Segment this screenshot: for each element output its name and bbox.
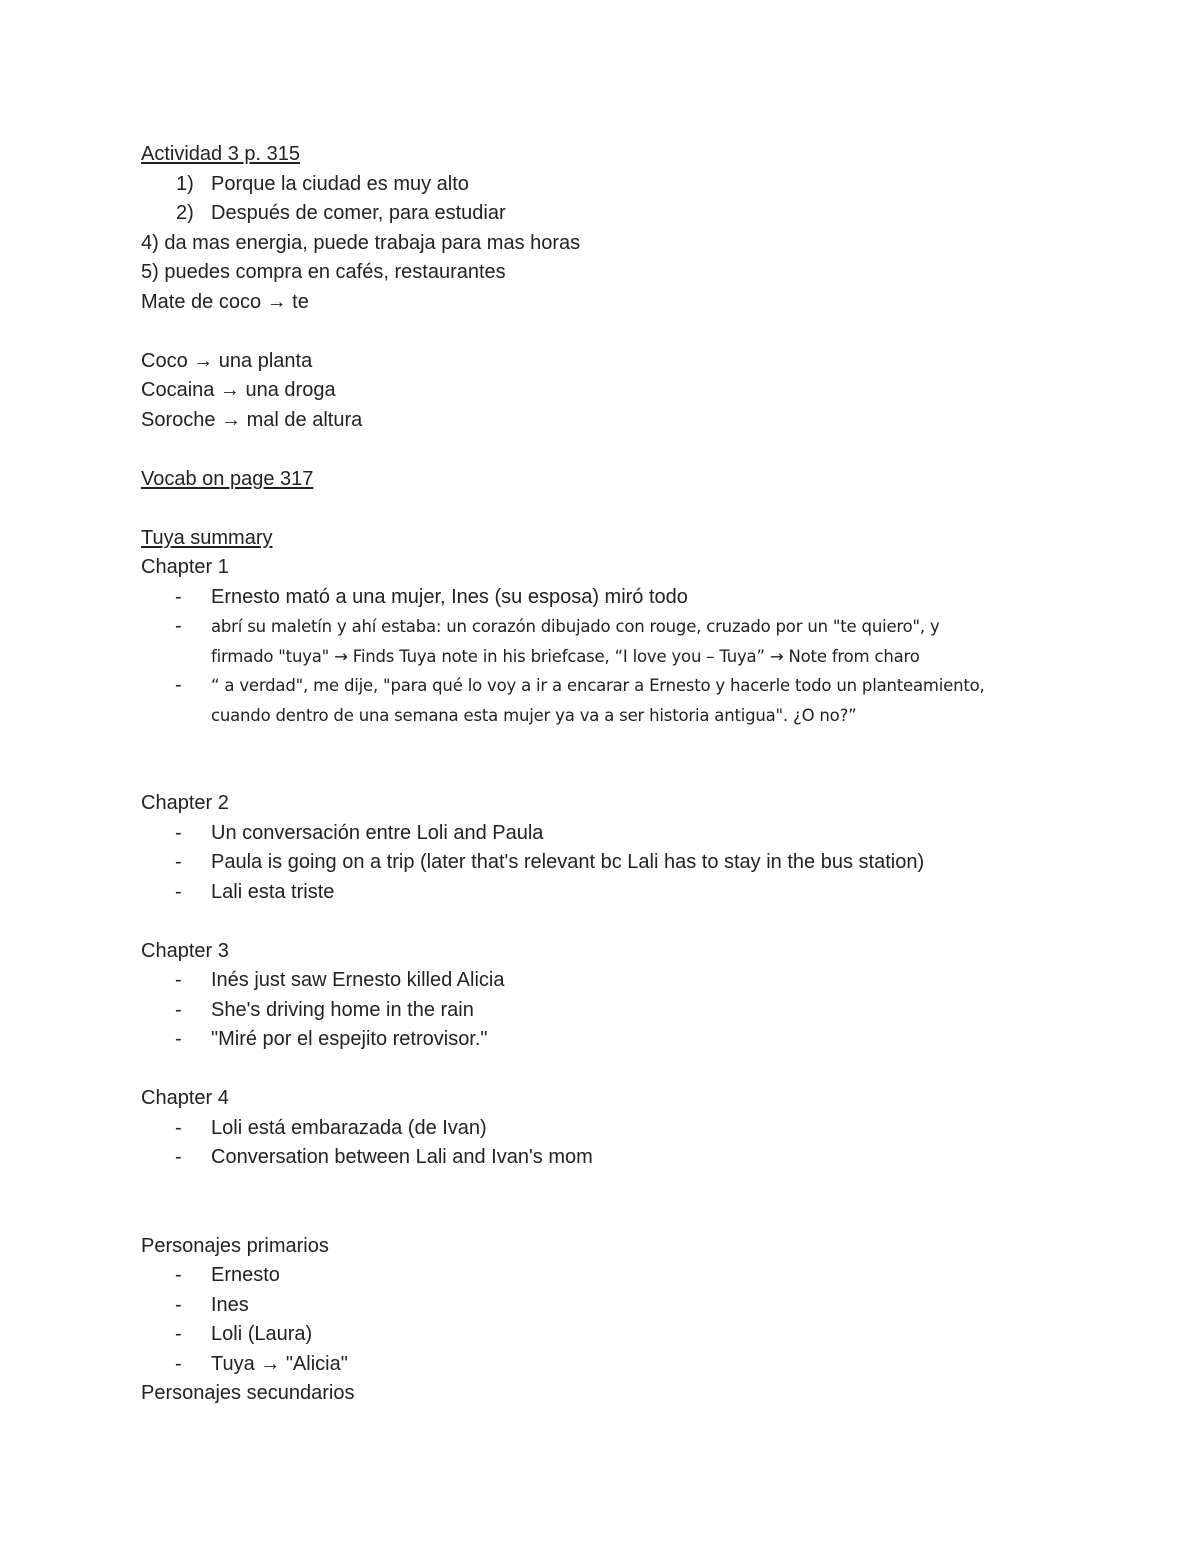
list-item: - Conversation between Lali and Ivan's mom [175, 1146, 593, 1168]
chapter-title: Chapter 1 [141, 556, 229, 578]
actividad-heading: Actividad 3 p. 315 [141, 143, 300, 165]
term-line: Soroche → mal de altura [141, 408, 363, 431]
chapter-title: Chapter 4 [141, 1087, 229, 1109]
answer-line: 4) da mas energia, puede trabaja para mas horas [141, 231, 581, 254]
answer-line: 5) puedes compra en cafés, restaurantes [141, 261, 506, 283]
list-item-continuation: firmado "tuya" → Finds Tuya note in his briefcase, “I love you – Tuya” → Note from charo [211, 646, 920, 666]
list-item: - Lali esta triste [175, 880, 335, 903]
list-item: - "Miré por el espejito retrovisor." [175, 1028, 488, 1050]
list-item: - Ernesto [175, 1264, 280, 1286]
list-item: - Loli está embarazada (de Ivan) [175, 1116, 487, 1139]
list-item-continuation: cuando dentro de una semana esta mujer ya va a ser historia antigua". ¿O no?” [211, 705, 857, 725]
answer-line: Mate de coco → te [141, 290, 309, 313]
list-item: - abrí su maletín y ahí estaba: un corazón dibujado con rouge, cruzado por un "te quiero", y [175, 615, 940, 637]
personajes-secundarios-heading: Personajes secundarios [141, 1382, 355, 1404]
list-item: - Ines [175, 1293, 249, 1316]
vocab-heading: Vocab on page 317 [141, 467, 314, 490]
list-item: - Tuya → "Alicia" [175, 1352, 348, 1375]
list-item: - Inés just saw Ernesto killed Alicia [175, 969, 505, 991]
numbered-item: 1) Porque la ciudad es muy alto [176, 172, 469, 195]
list-item: - “ a verdad", me dije, "para qué lo voy a ir a encarar a Ernesto y hacerle todo un planteamiento, [175, 674, 985, 696]
document-page [141, 140, 1081, 1409]
personajes-primarios-heading: Personajes primarios [141, 1234, 329, 1257]
list-item: - Un conversación entre Loli and Paula [175, 821, 544, 844]
term-line: Cocaina → una droga [141, 379, 336, 401]
list-item: - Paula is going on a trip (later that's relevant bc Lali has to stay in the bus station) [175, 851, 925, 873]
summary-heading: Tuya summary [141, 526, 273, 549]
chapter-title: Chapter 2 [141, 792, 229, 814]
list-item: - Loli (Laura) [175, 1323, 313, 1345]
list-item: - Ernesto mató a una mujer, Ines (su esposa) miró todo [175, 585, 688, 608]
chapter-title: Chapter 3 [141, 939, 229, 962]
term-line: Coco → una planta [141, 349, 313, 372]
list-item: - She's driving home in the rain [175, 998, 474, 1021]
numbered-item: 2) Después de comer, para estudiar [176, 202, 506, 224]
